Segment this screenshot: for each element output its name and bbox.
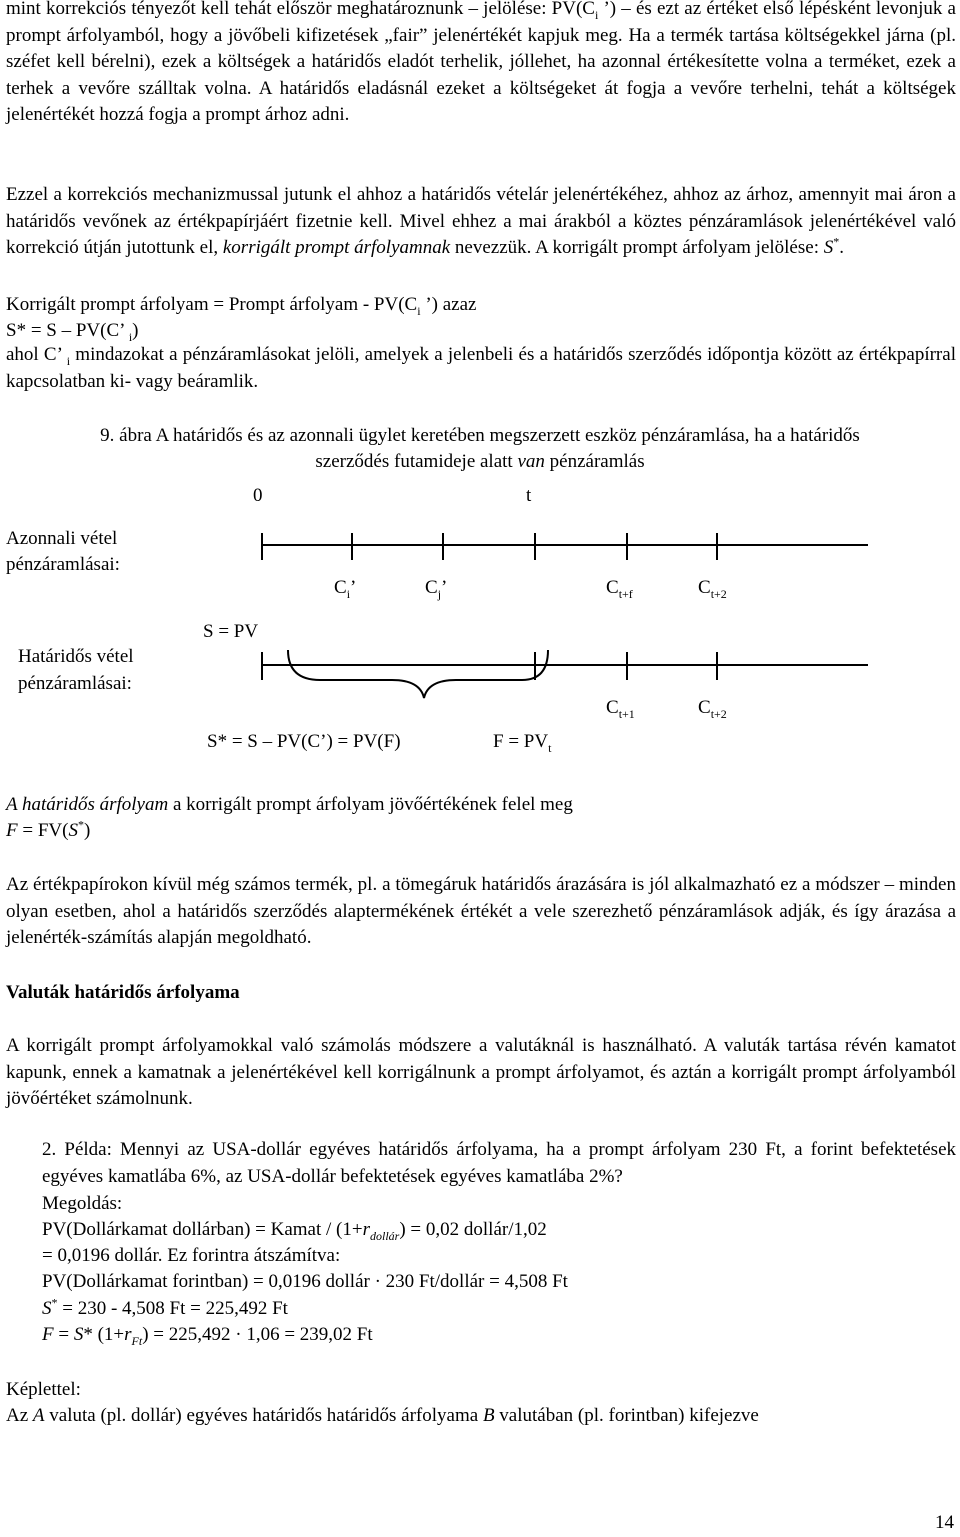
cashflow-ctf: $C_{t+f}$	[606, 577, 633, 601]
dash: –	[61, 320, 72, 341]
dash: –	[262, 731, 273, 752]
figure-caption-line2: szerződés futamideje alatt van pénzáramlás	[315, 451, 645, 472]
paragraph-where: ahol C’ $_i$ mindazokat a pénzáramlásokat jelöli, amelyek a jelenbeli és a határidős szerződés időpontja között az értékpapírral kapcsolatban ki- vagy beáramlik.	[6, 344, 956, 392]
forward-label-line1: Határidős vétel	[18, 646, 134, 667]
forward-definition: A határidős árfolyam a korrigált prompt árfolyam jövőértékének felel meg	[6, 794, 573, 815]
cashflow-ct2-spot: $C_{t+2}$	[698, 577, 727, 601]
formula-sstar: S* = S – PV(C’ $_i$)	[6, 320, 139, 344]
dash: –	[884, 874, 895, 895]
forward-label-line2: pénzáramlásai:	[18, 673, 132, 694]
paragraph-currencies: A korrigált prompt árfolyamokkal való számolás módszere a valutáknál is használható. A valuták tartása révén kamatot kapunk, ennek a kamatnak a jelenértékével kell korrigálnunk a prompt árfolyamot, és aztán a korrigált prompt árfolyamból jövőértéket számolnunk.	[6, 1035, 956, 1110]
cashflow-ci: $C_i$’	[334, 577, 357, 601]
spot-label-line1: Azonnali vétel	[6, 528, 118, 549]
formula-corrected-price: Korrigált prompt árfolyam = Prompt árfolyam - $PV(C_i$ ’) azaz	[6, 294, 477, 318]
dash: –	[468, 0, 478, 19]
example-step-3: PV(Dollárkamat forintban) = 0,0196 dollár · 230 Ft/dollár = 4,508 Ft	[42, 1271, 568, 1292]
dash: –	[621, 0, 631, 19]
paragraph-other-products: Az értékpapírokon kívül még számos termék, pl. a tömegáruk határidős árazására is jól alkalmazható ez a módszer – minden olyan esetben, ahol a határidős szerződés alaptermékének értékét a vele szerezhető pénzáramlások adják, és így árazása a jelenérték-számítás alapján megoldható.	[6, 874, 956, 949]
example-step-5: F = S* $(1+r_{Ft}) = 225,492 \cdot 1,06 = 239,02$ Ft	[42, 1324, 373, 1348]
label-time-t: t	[526, 485, 532, 506]
example-step-2: = 0,0196 dollár. Ez forintra átszámítva:	[42, 1245, 341, 1266]
cashflow-ct2-forward: $C_{t+2}$	[698, 697, 727, 721]
label-time-zero: 0	[253, 485, 263, 506]
closing-sentence: Az A valuta (pl. dollár) egyéves határidős határidős árfolyama B valutában (pl. forintban) kifejezve	[6, 1405, 759, 1426]
cashflow-ct1: $C_{t+1}$	[606, 697, 635, 721]
formula-heading: Képlettel:	[6, 1379, 81, 1400]
example-step-4: S* = 230 - 4,508 Ft = 225,492 Ft	[42, 1295, 288, 1319]
figure-caption-line1: 9. ábra A határidős és az azonnali ügylet keretében megszerzett eszköz pénzáramlása, ha a határidős	[100, 425, 860, 446]
label-f-pv: $F = PV_t$	[493, 731, 552, 755]
cashflow-cj: $C_j$’	[425, 577, 448, 601]
label-sstar-formula: S* = S – PV(C’) = PV(F)	[207, 731, 401, 752]
example-step-1: PV(Dollárkamat dollárban) = Kamat / $(1+r_{dollár}) = 0,02$ dollár/1,02	[42, 1219, 547, 1243]
section-heading: Valuták határidős árfolyama	[6, 982, 240, 1003]
page-number: 14	[935, 1512, 954, 1533]
brace-shape	[288, 650, 548, 698]
forward-formula: F = FV(S*)	[6, 817, 91, 841]
example-solution-label: Megoldás:	[42, 1193, 123, 1214]
paragraph-intro: mint korrekciós tényezőt kell tehát először meghatároznunk – jelölése: $PV(C_i$ ’) – és ezt az értéket első lépésként levonjuk a prompt árfolyamból, hogy a jövőbeli kifizetések „fair” jelenértékét kapjuk meg. Ha a termék tartása költségekkel járna (pl. széfet kell bérelni), ezek a költségek a határidős eladót terhelik, jóllehet, ha azonnal értékesítette volna a terméket, ezek a terhek a vevőre szálltak volna. A határidős eladásnál ezeket a költségeket át fogja a vevőre terhelni, tehát a költségek jelenértékét hozzá fogja a prompt árhoz adni.	[6, 0, 956, 126]
example-question: 2. Példa: Mennyi az USA-dollár egyéves határidős árfolyama, ha a prompt árfolyam 230 Ft, a forint befektetések egyéves kamatlába 6%, az USA-dollár befektetések egyéves kamatlába 2%?	[42, 1139, 956, 1187]
paragraph-mechanism: Ezzel a korrekciós mechanizmussal jutunk el ahhoz a határidős vételár jelenértékéhez, ahhoz az árhoz, amennyit mai áron a határidős vevőnek az értékpapírjáért fizetnie kell. Mivel ehhez a mai árakból a köztes pénzáramlások jelenértékével való korrekció útján jutottunk el, korrigált prompt árfolyamnak nevezzük. A korrigált prompt árfolyam jelölése: S*.	[6, 184, 956, 259]
label-s-pv: S = PV	[203, 621, 259, 642]
spot-label-line2: pénzáramlásai:	[6, 554, 120, 575]
